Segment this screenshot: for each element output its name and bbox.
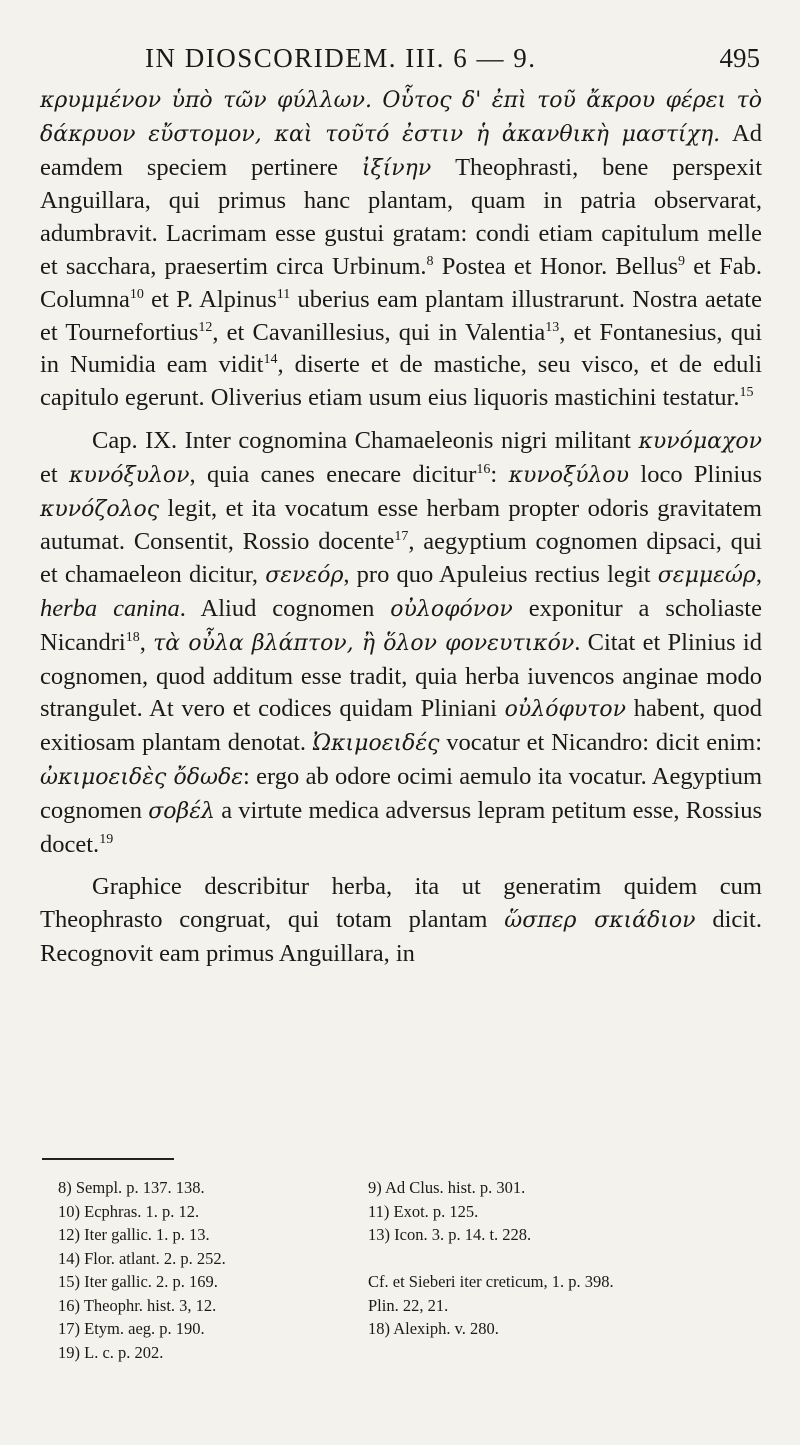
footnote: 12) Iter gallic. 1. p. 13. [58, 1225, 210, 1244]
latin-text: Ad eamdem speciem pertinere [40, 119, 763, 181]
footnote-row [58, 1223, 760, 1247]
footnote [368, 1341, 760, 1365]
greek-text: σεμμεώρ [657, 563, 756, 589]
latin-text: vocatur et Nicandro: dicit enim: [439, 729, 763, 757]
footnote: 16) Theophr. hist. 3, 12. [58, 1295, 217, 1315]
footnote: 11) Exot. p. 125. [368, 1201, 479, 1221]
greek-text: κυνόζολος [40, 496, 160, 522]
footnote-ref: 14 [263, 352, 278, 368]
latin-text: Cap. IX. Inter cognomina Chamaeleonis nigri militant [92, 426, 639, 454]
latin-text: dicit. Recognovit eam primus Anguillara, in [40, 906, 762, 967]
paragraph [40, 425, 762, 861]
footnote: Cf. et Sieberi iter creticum, 1. p. 398. [368, 1272, 614, 1291]
greek-text: ὠκιμοειδὲς ὄδωδε [40, 764, 244, 790]
footnote: Plin. 22, 21. [368, 1295, 449, 1315]
paragraph [40, 84, 762, 415]
greek-text: τὰ οὖλα βλάπτον, ἢ ὅλον φονευτικόν [153, 630, 575, 656]
footnote: 17) Etym. aeg. p. 190. [58, 1319, 205, 1338]
footnote-ref: 19 [99, 831, 114, 847]
footnote-ref: 11 [276, 286, 291, 302]
greek-text: κυνόξυλον [69, 462, 190, 488]
greek-text: Ὠκιμοειδές [312, 731, 440, 757]
latin-text: Graphice describitur herba, ita ut generatim quidem cum Theophrasto congruat, qui totam plantam [40, 873, 762, 934]
paragraph [40, 871, 762, 970]
latin-text: , et Cavanillesius, qui in Valentia [212, 318, 546, 346]
latin-text: , et Fontanesius, qui in Numidia eam vidit [40, 318, 762, 379]
footnote: 14) Flor. atlant. 2. p. 252. [58, 1248, 226, 1268]
footnote-row [58, 1200, 760, 1224]
latin-text: , aegyptium cognomen dipsaci, qui et chamaeleon dicitur, [40, 528, 762, 589]
footnote: 15) Iter gallic. 2. p. 169. [58, 1272, 218, 1291]
latin-text: , [139, 628, 154, 656]
footnote-row [58, 1317, 760, 1341]
page-number: 495 [719, 42, 760, 73]
greek-text: ἰξίνην [361, 155, 432, 181]
running-title: IN DIOSCORIDEM. III. 6 — 9. [145, 42, 537, 73]
latin-text: uberius eam plantam illustrarunt. Nostra aetate et Tournefortius [40, 285, 762, 346]
greek-text: σενεόρ [265, 563, 344, 589]
footnote-ref: 16 [476, 461, 491, 477]
footnote-row [58, 1294, 760, 1318]
footnote-ref: 13 [545, 319, 560, 335]
footnotes [58, 1176, 760, 1364]
footnote: 19) L. c. p. 202. [58, 1342, 164, 1362]
greek-text: σοβέλ [148, 798, 215, 824]
latin-text: legit, et ita vocatum esse herbam propter odoris gravitatem autumat. Consentit, Rossio docente [40, 494, 762, 556]
latin-text: a virtute medica adversus lepram petitum esse, Rossius docet. [40, 796, 762, 858]
body-text [40, 84, 762, 971]
greek-text: οὐλόφυτον [504, 697, 627, 723]
footnote-ref: 15 [739, 385, 754, 401]
greek-text: ὥσπερ σκιάδιον [504, 908, 696, 934]
italic-text: herba canina [40, 594, 180, 622]
footnote-ref: 18 [125, 629, 140, 645]
latin-text: , [755, 561, 762, 589]
latin-text: exponitur a scholiaste Nicandri [40, 594, 762, 656]
footnote: 18) Alexiph. v. 280. [368, 1319, 499, 1338]
footnote-row [58, 1247, 760, 1271]
footnote: 13) Icon. 3. p. 14. t. 228. [368, 1225, 532, 1244]
footnote: 10) Ecphras. 1. p. 12. [58, 1201, 200, 1221]
footnote-row [58, 1176, 760, 1200]
latin-text: . Aliud cognomen [179, 594, 391, 622]
footnote-row [58, 1270, 760, 1294]
footnote-ref: 12 [198, 319, 213, 335]
greek-text: κυνοξύλου [508, 462, 630, 488]
latin-text: Theophrasti, bene perspexit Anguillara, qui primus hanc plantam, quam in patria observarat, adumbravit. Lacrimam esse gustui gratam: condi etiam capitulum melle et sacchara, praesertim circa Urbinum. [40, 153, 763, 280]
latin-text: . Citat et Plinius id cognomen, quod additum esse tradit, quia herba iuvencos anginae modo strangulet. At vero et codices quidam Pliniani [40, 628, 762, 723]
latin-text: : ergo ab odore ocimi aemulo ita vocatur. Aegyptium cognomen [40, 762, 763, 824]
latin-text: et P. Alpinus [143, 285, 277, 313]
footnote [368, 1247, 760, 1271]
footnote-ref: 8 [426, 253, 434, 269]
latin-text: Postea et Honor. Bellus [433, 252, 679, 280]
latin-text: et [40, 460, 70, 488]
greek-text: οὐλοφόνον [390, 596, 513, 622]
page-header [40, 38, 760, 78]
latin-text: : [490, 460, 509, 488]
latin-text: habent, quod exitiosam plantam denotat. [40, 695, 762, 757]
latin-text: et Fab. Columna [40, 252, 763, 313]
greek-text: κυνόμαχον [638, 428, 762, 454]
footnote: 9) Ad Clus. hist. p. 301. [368, 1178, 526, 1197]
latin-text: , pro quo Apuleius rectius legit [343, 561, 658, 589]
footnote-ref: 9 [678, 253, 686, 269]
latin-text: , quia canes enecare dicitur [189, 460, 477, 488]
footnote-rule [42, 1158, 174, 1160]
footnote: 8) Sempl. p. 137. 138. [58, 1178, 205, 1197]
footnote-row [58, 1341, 760, 1365]
latin-text: , diserte et de mastiche, seu visco, et de eduli capitulo egerunt. Oliverius etiam usum eius liquoris mastichini testatur. [40, 351, 763, 412]
footnote-ref: 17 [394, 529, 409, 545]
latin-text: loco Plinius [629, 460, 763, 488]
footnote-ref: 10 [129, 286, 144, 302]
greek-text: κρυμμένον ὑπὸ τῶν φύλλων. Οὗτος δ' ἐπὶ τοῦ ἄκρου φέρει τὸ δάκρυον εὔστομον, καὶ τοῦτό ἐστιν ἡ ἀκανθικὴ μαστίχη. [40, 88, 762, 147]
